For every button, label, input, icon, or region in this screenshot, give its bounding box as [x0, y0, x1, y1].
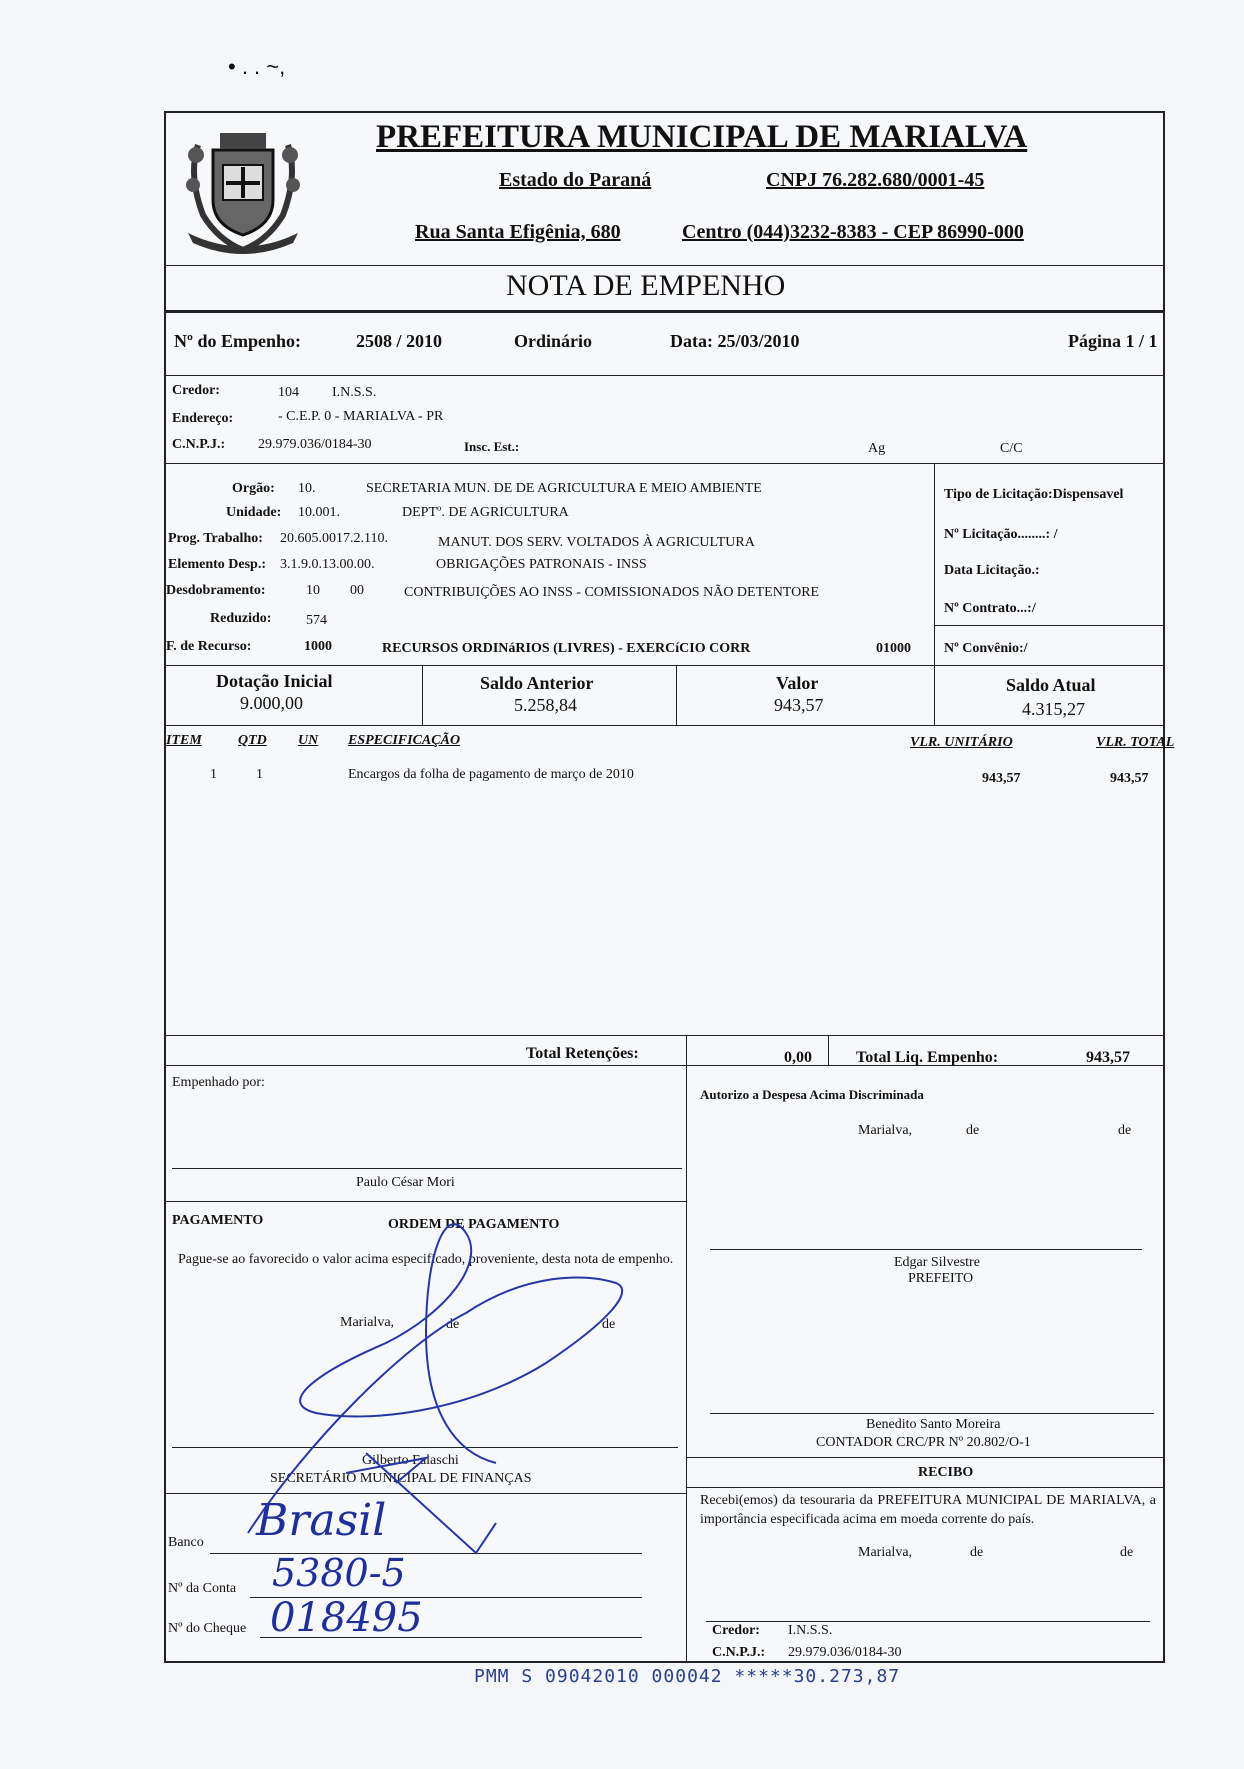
row-total-value: 943,57: [1110, 771, 1149, 786]
empenho-form: [164, 111, 1175, 1663]
especificacao-header: ESPECIFICAÇÃO: [348, 733, 461, 748]
dotacao-value: 9.000,00: [240, 693, 303, 713]
page-title: PREFEITURA MUNICIPAL DE MARIALVA: [376, 119, 1028, 155]
credor-code: 104: [278, 385, 299, 400]
row-qtd: 1: [256, 767, 263, 782]
unit-value-header: VLR. UNITÁRIO: [910, 735, 1013, 750]
cnpj-label: C.N.P.J.:: [172, 437, 226, 452]
saldo-anterior-value: 5.258,84: [514, 695, 577, 715]
reduzido-label: Reduzido:: [210, 611, 272, 626]
orgao-label: Orgão:: [232, 481, 275, 496]
left-de-1: de: [446, 1317, 460, 1332]
prefeito-role: PREFEITO: [908, 1271, 974, 1286]
empenho-date: Data: 25/03/2010: [670, 331, 800, 351]
unidade-name: DEPTº. DE AGRICULTURA: [402, 505, 569, 520]
account-label: C/C: [1000, 441, 1023, 456]
banco-handwritten: Brasil: [256, 1495, 387, 1546]
street: Rua Santa Efigênia, 680: [415, 221, 621, 243]
recibo-cnpj: 29.979.036/0184-30: [788, 1645, 902, 1660]
elem-code: 3.1.9.0.13.00.00.: [280, 557, 375, 572]
banco-label: Banco: [168, 1535, 204, 1550]
num-convenio: Nº Convênio:/: [944, 641, 1028, 656]
data-licitacao: Data Licitação.:: [944, 563, 1040, 578]
right-de-1: de: [966, 1123, 980, 1138]
elem-name: OBRIGAÇÕES PATRONAIS - INSS: [436, 557, 647, 572]
signer-2-name: Gilberto Falaschi: [362, 1453, 459, 1468]
recibo-text: Recebi(emos) da tesouraria da PREFEITURA MUNICIPAL DE MARIALVA, a importância especificada acima em moeda corrente do país.: [700, 1493, 1156, 1527]
contador-role: CONTADOR CRC/PR Nº 20.802/O-1: [816, 1435, 1031, 1450]
conta-label: Nº da Conta: [168, 1581, 237, 1596]
autorizo-heading: Autorizo a Despesa Acima Discriminada: [700, 1087, 924, 1102]
empenho-number: 2508 / 2010: [356, 331, 443, 351]
unidade-code: 10.001.: [298, 505, 340, 520]
total-liquido-label: Total Liq. Empenho:: [856, 1049, 999, 1066]
corner-scribble: • . . ~,: [228, 54, 286, 79]
elem-label: Elemento Desp.:: [168, 557, 266, 572]
contact: Centro (044)3232-8383 - CEP 86990-000: [682, 221, 1024, 243]
row-description: Encargos da folha de pagamento de março de 2010: [348, 767, 634, 782]
pagamento-heading: PAGAMENTO: [172, 1213, 264, 1228]
conta-handwritten: 5380-5: [272, 1551, 406, 1595]
retencoes-value: 0,00: [784, 1049, 812, 1066]
signer-1-name: Paulo César Mori: [356, 1175, 455, 1190]
state: Estado do Paraná: [499, 169, 652, 191]
recibo-de-2: de: [1120, 1545, 1134, 1560]
dotacao-label: Dotação Inicial: [216, 671, 333, 691]
credor-name: I.N.S.S.: [332, 385, 377, 400]
cnpj: CNPJ 76.282.680/0001-45: [766, 169, 985, 191]
recibo-heading: RECIBO: [918, 1465, 974, 1480]
recibo-credor-label: Credor:: [712, 1623, 760, 1638]
recibo-place: Marialva,: [858, 1545, 913, 1560]
recurso-code2: 01000: [876, 641, 911, 656]
left-de-2: de: [602, 1317, 616, 1332]
recibo-cnpj-label: C.N.P.J.:: [712, 1645, 766, 1660]
saldo-anterior-label: Saldo Anterior: [480, 673, 594, 693]
un-header: UN: [298, 733, 319, 748]
right-place: Marialva,: [858, 1123, 913, 1138]
unidade-label: Unidade:: [226, 505, 282, 520]
desd-a: 10: [306, 583, 320, 598]
recurso-code: 1000: [304, 639, 332, 654]
credor-cnpj: 29.979.036/0184-30: [258, 437, 372, 452]
right-de-2: de: [1118, 1123, 1132, 1138]
signer-2-role: SECRETÁRIO MUNICIPAL DE FINANÇAS: [270, 1471, 532, 1486]
empenho-number-label: Nº do Empenho:: [174, 331, 301, 351]
valor-value: 943,57: [774, 695, 824, 715]
total-value-header: VLR. TOTAL: [1096, 735, 1175, 750]
num-contrato: Nº Contrato...:/: [944, 601, 1036, 616]
pague-text: Pague-se ao favorecido o valor acima especificado, proveniente, desta nota de empenho.: [178, 1252, 674, 1267]
agency-label: Ag: [868, 441, 886, 456]
orgao-name: SECRETARIA MUN. DE DE AGRICULTURA E MEIO AMBIENTE: [366, 481, 762, 496]
recibo-de-1: de: [970, 1545, 984, 1560]
total-liquido-value: 943,57: [1086, 1049, 1130, 1066]
prog-label: Prog. Trabalho:: [168, 531, 263, 546]
cheque-handwritten: 018495: [270, 1595, 423, 1641]
contador-name: Benedito Santo Moreira: [866, 1417, 1001, 1432]
signature-scribble: [166, 113, 1166, 1663]
reduzido: 574: [306, 613, 327, 628]
page-number: Página 1 / 1: [1068, 331, 1158, 351]
empenhado-por-label: Empenhado por:: [172, 1075, 265, 1090]
insc-est-label: Insc. Est.:: [464, 439, 520, 454]
desd-b: 00: [350, 583, 364, 598]
prefeito-name: Edgar Silvestre: [894, 1255, 980, 1270]
address-label: Endereço:: [172, 411, 234, 426]
desd-label: Desdobramento:: [166, 583, 266, 598]
address: - C.E.P. 0 - MARIALVA - PR: [278, 409, 444, 424]
prog-code: 20.605.0017.2.110.: [280, 531, 388, 546]
row-item: 1: [210, 767, 217, 782]
num-licitacao: Nº Licitação........: /: [944, 527, 1058, 542]
saldo-atual-label: Saldo Atual: [1006, 675, 1096, 695]
left-place: Marialva,: [340, 1315, 395, 1330]
desd-name: CONTRIBUIÇÕES AO INSS - COMISSIONADOS NÃO DETENTORE: [404, 585, 820, 600]
valor-label: Valor: [776, 673, 819, 693]
prog-name: MANUT. DOS SERV. VOLTADOS À AGRICULTURA: [438, 535, 755, 550]
cheque-label: Nº do Cheque: [168, 1621, 247, 1636]
recibo-credor-name: I.N.S.S.: [788, 1623, 833, 1638]
row-unit-value: 943,57: [982, 771, 1021, 786]
processing-stamp: PMM S 09042010 000042 *****30.273,87: [474, 1666, 901, 1687]
item-header: ITEM: [166, 733, 202, 748]
orgao-code: 10.: [298, 481, 316, 496]
tipo-licitacao: Tipo de Licitação:Dispensavel: [944, 487, 1124, 502]
ordem-pagamento-heading: ORDEM DE PAGAMENTO: [388, 1217, 560, 1232]
saldo-atual-value: 4.315,27: [1022, 699, 1085, 719]
empenho-type: Ordinário: [514, 331, 593, 351]
qtd-header: QTD: [238, 733, 267, 748]
recurso-name: RECURSOS ORDINáRIOS (LIVRES) - EXERCíCIO CORR: [382, 641, 751, 656]
credor-label: Credor:: [172, 383, 220, 398]
document-title: NOTA DE EMPENHO: [506, 269, 786, 302]
retencoes-label: Total Retenções:: [526, 1045, 639, 1062]
recurso-label: F. de Recurso:: [166, 639, 252, 654]
